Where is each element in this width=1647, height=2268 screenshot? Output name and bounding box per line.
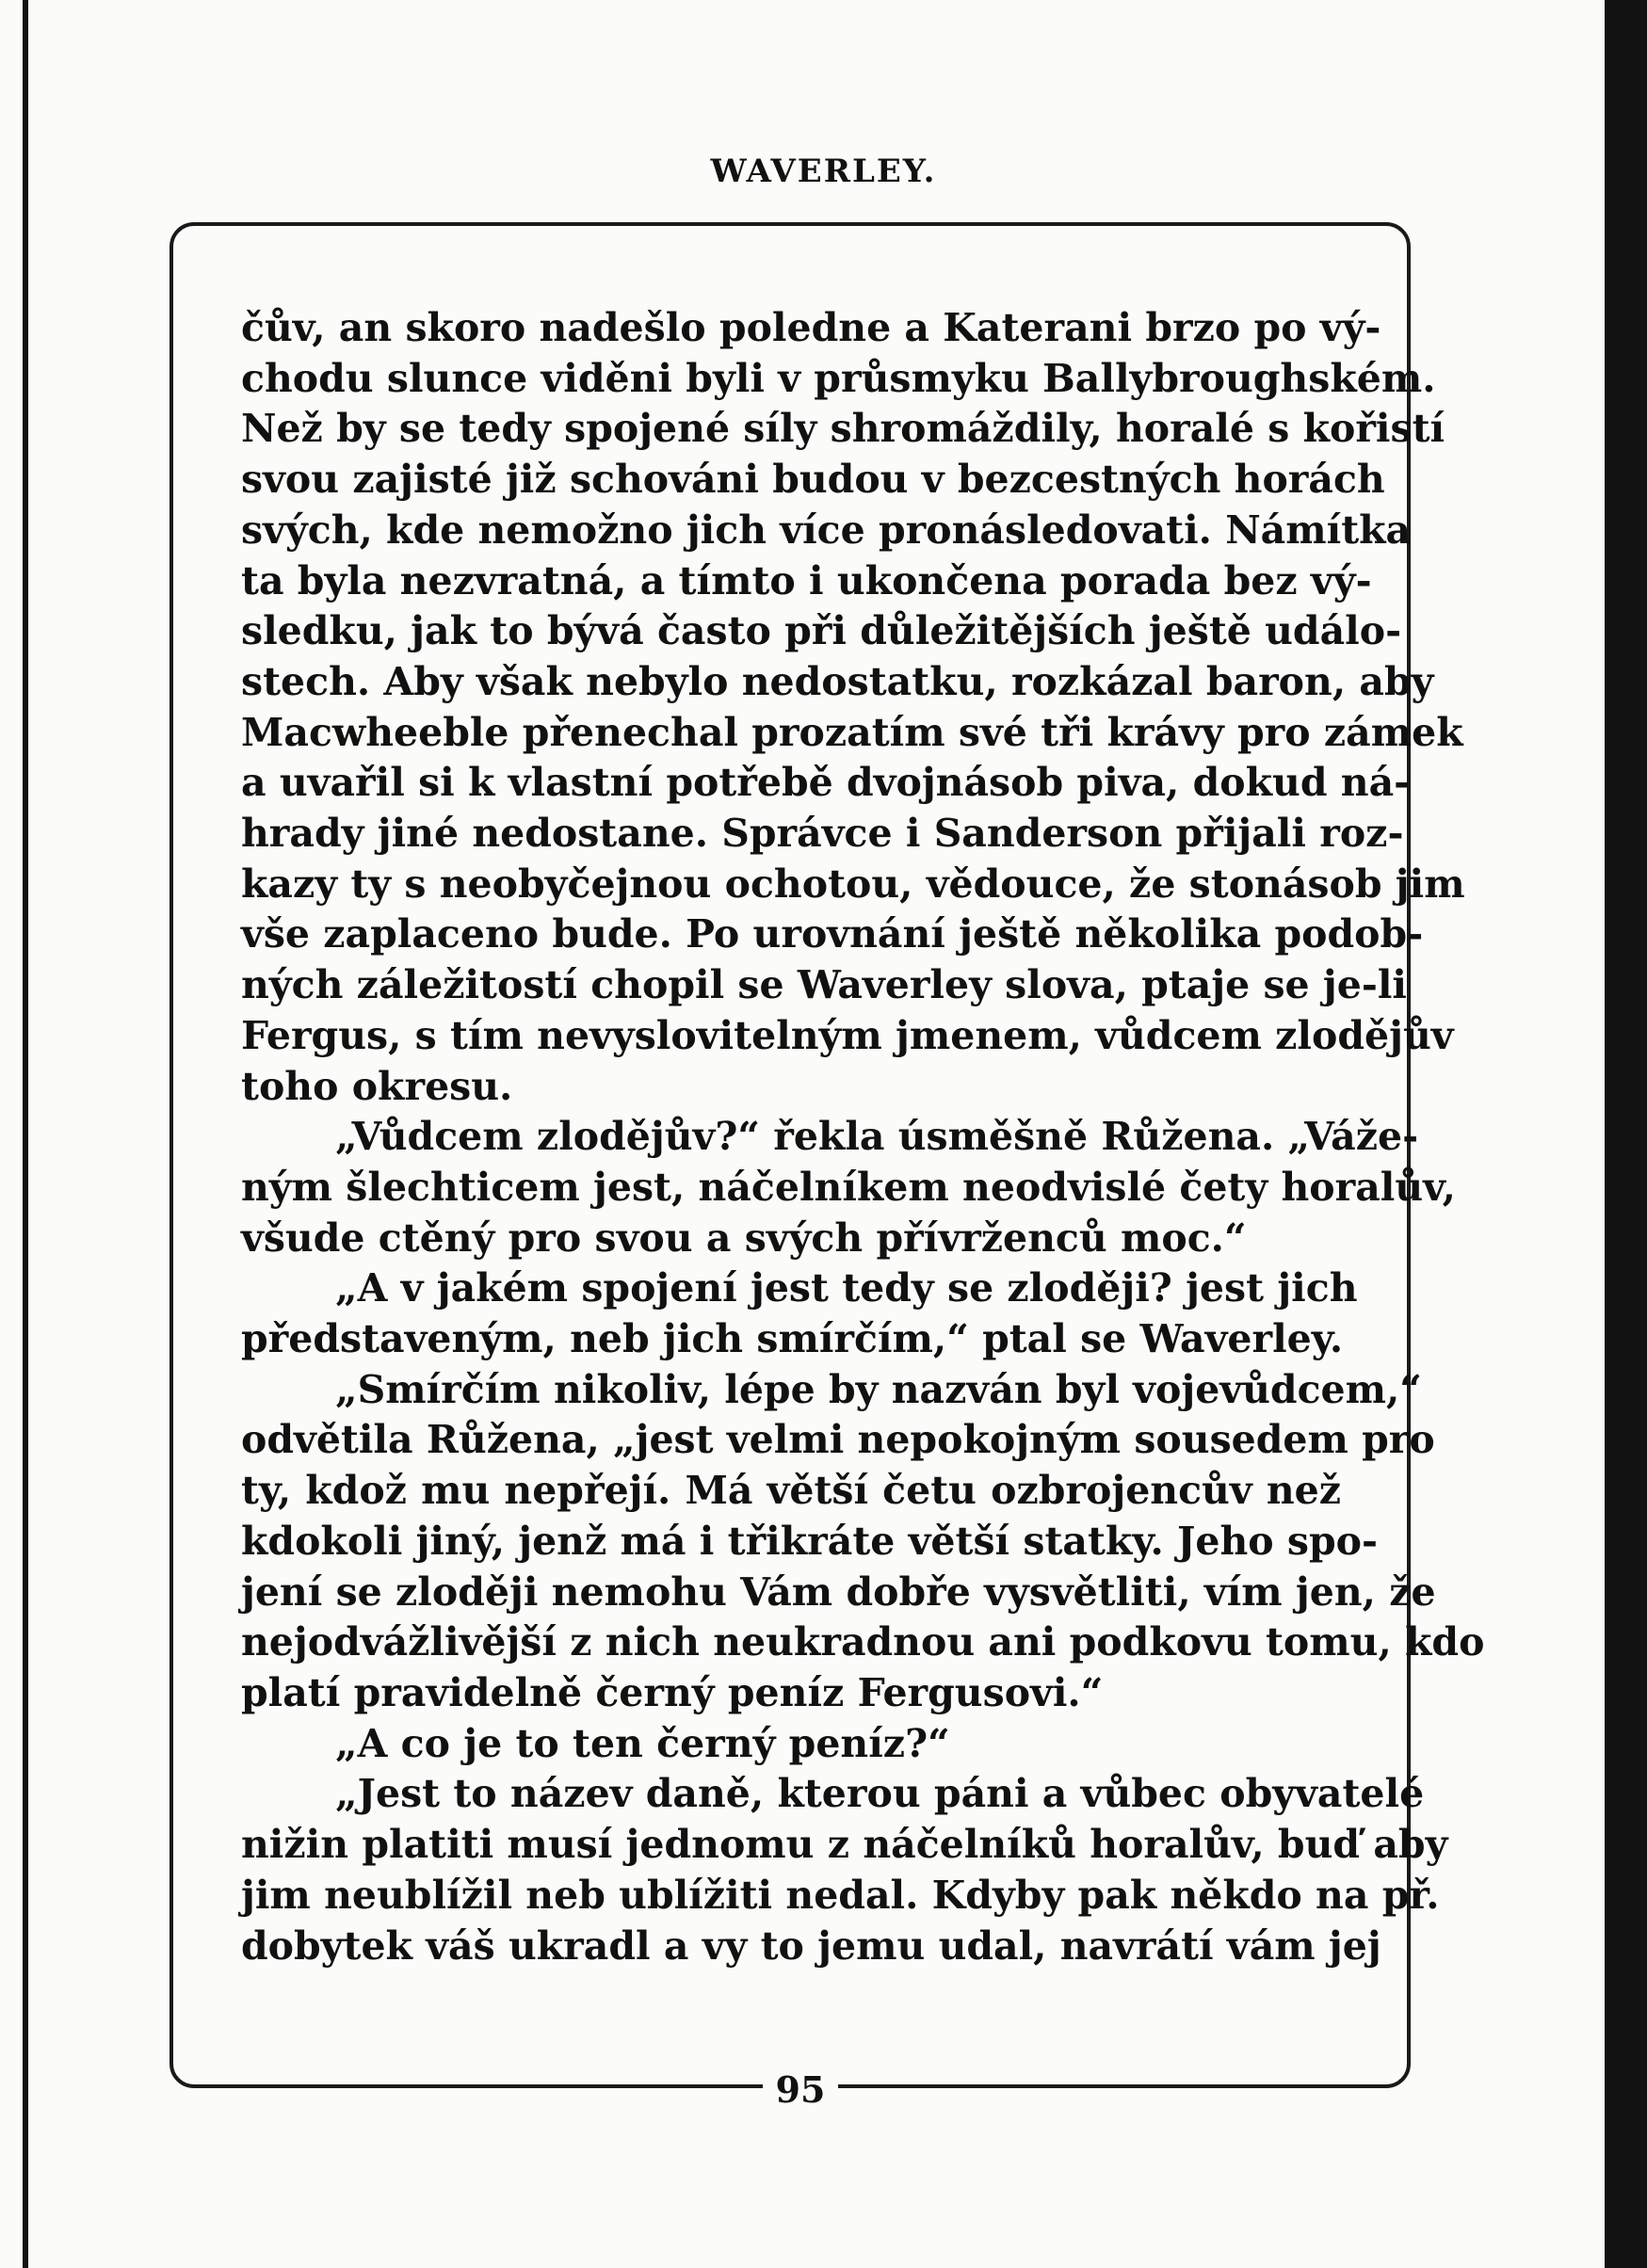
- text-line: dobytek váš ukradl a vy to jemu udal, navrátí vám jej: [241, 1922, 1381, 1969]
- text-line: ta byla nezvratná, a tímto i ukončena porada bez vý-: [241, 557, 1372, 603]
- text-line: jim neublížil neb ublížiti nedal. Kdyby pak někdo na př.: [241, 1872, 1440, 1918]
- scan-edge-right: [1605, 0, 1647, 2268]
- page-footer: [0, 2062, 1647, 2118]
- text-line: svou zajisté již schováni budou v bezcestných horách: [241, 457, 1385, 503]
- text-line: Macwheeble přenechal prozatím své tři krávy pro zámek: [241, 709, 1463, 755]
- text-line: toho okresu.: [241, 1063, 513, 1109]
- text-line: kazy ty s neobyčejnou ochotou, vědouce, že stonásob jim: [241, 861, 1465, 907]
- text-line: „A co je to ten černý peníz?“: [335, 1720, 950, 1766]
- text-line: čův, an skoro nadešlo poledne a Katerani brzo po vý-: [241, 305, 1381, 350]
- text-line: stech. Aby však nebylo nedostatku, rozkázal baron, aby: [241, 658, 1434, 704]
- text-line: ným šlechticem jest, náčelníkem neodvislé čety horalův,: [241, 1164, 1456, 1210]
- text-line: platí pravidelně černý peníz Fergusovi.“: [241, 1669, 1104, 1715]
- body-text: [241, 303, 1485, 1971]
- text-line: kdokoli jiný, jenž má i třikráte větší statky. Jeho spo-: [241, 1518, 1379, 1564]
- text-line: ty, kdož mu nepřejí. Má větší četu ozbrojencův než: [241, 1468, 1341, 1514]
- text-line: nejodvážlivější z nich neukradnou ani podkovu tomu, kdo: [241, 1619, 1485, 1665]
- text-line: „Smírčím nikoliv, lépe by nazván byl vojevůdcem,“: [335, 1366, 1422, 1412]
- scan-edge-left: [23, 0, 28, 2268]
- text-line: představeným, neb jich smírčím,“ ptal se Waverley.: [241, 1316, 1344, 1362]
- text-line: Fergus, s tím nevyslovitelným jmenem, vůdcem zlodějův: [241, 1012, 1454, 1058]
- text-line: chodu slunce viděni byli v průsmyku Ballybroughském.: [241, 355, 1436, 401]
- text-line: svých, kde nemožno jich více pronásledovati. Námítka: [241, 507, 1412, 553]
- text-line: všude ctěný pro svou a svých přívrženců moc.“: [241, 1214, 1247, 1261]
- page-number: 95: [763, 2062, 838, 2118]
- text-line: jení se zloději nemohu Vám dobře vysvětliti, vím jen, že: [241, 1568, 1436, 1615]
- text-line: Než by se tedy spojené síly shromáždily, horalé s kořistí: [241, 406, 1445, 452]
- text-line: ných záležitostí chopil se Waverley slova, ptaje se je-li: [241, 962, 1408, 1008]
- text-line: nižin platiti musí jednomu z náčelníků horalův, buď aby: [241, 1822, 1448, 1868]
- running-head: WAVERLEY.: [710, 153, 937, 190]
- text-line: odvětila Růžena, „jest velmi nepokojným sousedem pro: [241, 1417, 1435, 1463]
- text-line: a uvařil si k vlastní potřebě dvojnásob piva, dokud ná-: [241, 760, 1411, 806]
- text-line: vše zaplaceno bude. Po urovnání ještě několika podob-: [241, 911, 1424, 957]
- text-line: sledku, jak to bývá často při důležitějších ještě událo-: [241, 608, 1402, 654]
- text-line: „Jest to název daně, kterou páni a vůbec obyvatelé: [335, 1771, 1425, 1817]
- text-line: „Vůdcem zlodějův?“ řekla úsměšně Růžena. „Váže-: [335, 1114, 1419, 1160]
- text-line: hrady jiné nedostane. Správce i Sanderson přijali roz-: [241, 811, 1404, 857]
- text-line: „A v jakém spojení jest tedy se zloději? jest jich: [335, 1265, 1358, 1311]
